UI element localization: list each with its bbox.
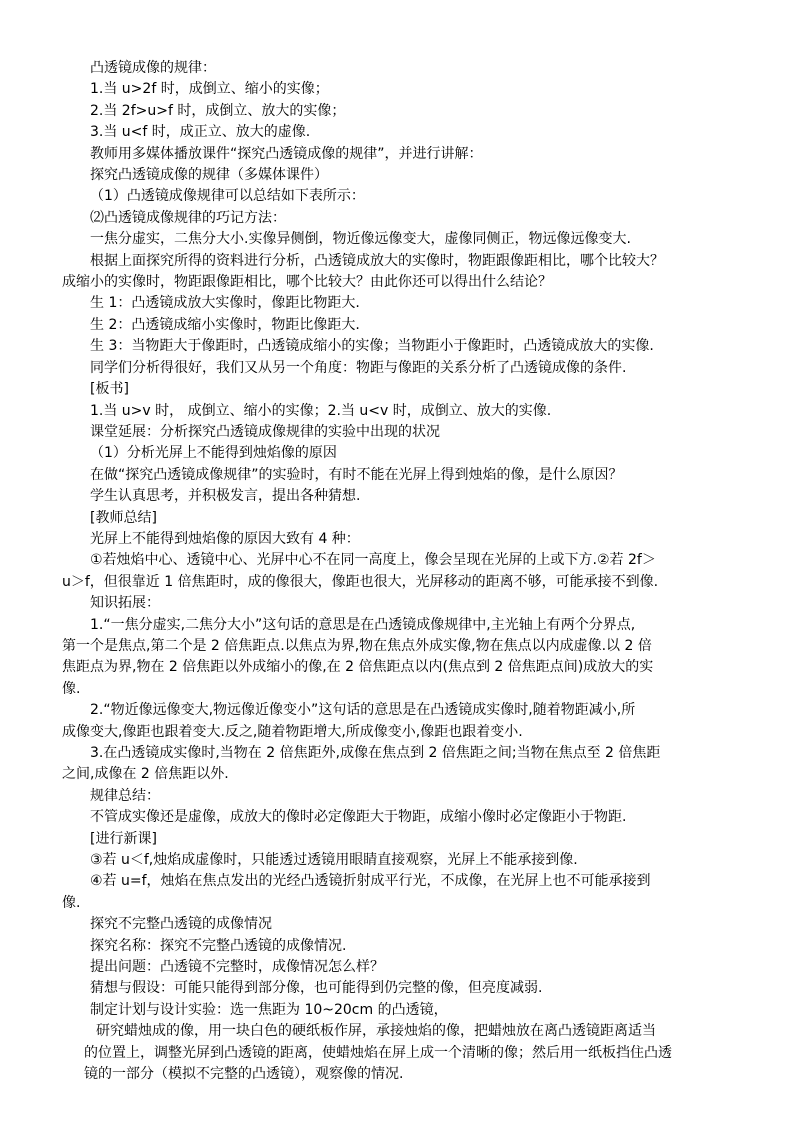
text-line: 1.当 u>v 时， 成倒立、缩小的实像；2.当 u<v 时，成倒立、放大的实像. — [90, 402, 552, 419]
text-line: 不管成实像还是虚像，成放大的像时必定像距大于物距，成缩小像时必定像距小于物距. — [90, 809, 627, 826]
text-line: ①若烛焰中心、透镜中心、光屏中心不在同一高度上，像会呈现在光屏的上或下方.②若 2f＞ — [90, 552, 656, 569]
text-line: [进行新课] — [90, 830, 157, 847]
text-line: 研究蜡烛成的像，用一块白色的硬纸板作屏，承接烛焰的像，把蜡烛放在离凸透镜距离适当 — [96, 1023, 656, 1040]
text-line: 成像变大,像距也跟着变大.反之,随着物距增大,所成像变小,像距也跟着变小. — [62, 723, 523, 740]
text-line: 课堂延展：分析探究凸透镜成像规律的实验中出现的状况 — [90, 423, 440, 440]
text-line: （1）分析光屏上不能得到烛焰像的原因 — [90, 445, 337, 462]
text-line: 镜的一部分（模拟不完整的凸透镜），观察像的情况. — [84, 1066, 404, 1083]
text-line: ③若 u＜f,烛焰成虚像时，只能透过透镜用眼睛直接观察，光屏上不能承接到像. — [90, 852, 578, 869]
text-line: 第一个是焦点,第二个是 2 倍焦距点.以焦点为界,物在焦点外成实像,物在焦点以内成虚像.以 2 倍 — [62, 637, 652, 654]
text-line: 探究名称：探究不完整凸透镜的成像情况. — [90, 937, 347, 954]
text-line: [教师总结] — [90, 509, 157, 526]
text-line: 猜想与假设：可能只能得到部分像，也可能得到仍完整的像，但亮度减弱. — [90, 980, 543, 997]
text-line: 3.当 u<f 时，成正立、放大的虚像. — [90, 124, 311, 141]
text-line: 像. — [62, 894, 81, 911]
text-line: u＞f，但很靠近 1 倍焦距时，成的像很大，像距也很大，光屏移动的距离不够，可能承接不到像. — [62, 573, 659, 590]
text-line: 探究不完整凸透镜的成像情况 — [90, 916, 272, 933]
text-line: 一焦分虚实，二焦分大小.实像异侧倒，物近像远像变大，虚像同侧正，物远像远像变大. — [90, 231, 631, 248]
text-line: 知识拓展： — [90, 595, 160, 612]
text-line: 3.在凸透镜成实像时,当物在 2 倍焦距外,成像在焦点到 2 倍焦距之间;当物在焦点至 2 倍焦距 — [90, 745, 661, 761]
text-line: 2.“物近像远像变大,物远像近像变小”这句话的意思是在凸透镜成实像时,随着物距减小,所 — [90, 702, 636, 719]
text-line: 学生认真思考，并积极发言，提出各种猜想. — [90, 488, 361, 505]
text-line: （1）凸透镜成像规律可以总结如下表所示： — [90, 188, 365, 205]
text-line: 根据上面探究所得的资料进行分析，凸透镜成放大的实像时，物距跟像距相比，哪个比较大？ — [90, 252, 664, 269]
text-line: 光屏上不能得到烛焰像的原因大致有 4 种： — [90, 530, 360, 547]
text-line: 制定计划与设计实验：选一焦距为 10~20cm 的凸透镜， — [90, 1001, 448, 1018]
document-page — [62, 58, 742, 1086]
text-line: 提出问题：凸透镜不完整时，成像情况怎么样？ — [90, 959, 384, 976]
text-line: ④若 u=f，烛焰在焦点发出的光经凸透镜折射成平行光，不成像，在光屏上也不可能承接到 — [90, 873, 651, 890]
text-line: ⑵凸透镜成像规律的巧记方法： — [90, 209, 286, 226]
text-line: 教师用多媒体播放课件“探究凸透镜成像的规律”，并进行讲解： — [90, 145, 483, 162]
text-line: 2.当 2f>u>f 时，成倒立、放大的实像； — [90, 102, 346, 119]
text-line: 焦距点为界,物在 2 倍焦距以外成缩小的像,在 2 倍焦距点以内(焦点到 2 倍焦距点间)成放大的实 — [62, 659, 654, 676]
text-line: 1.“一焦分虚实,二焦分大小”这句话的意思是在凸透镜成像规律中,主光轴上有两个分界点, — [90, 616, 636, 633]
text-line: 规律总结： — [90, 787, 160, 804]
text-line: 像. — [62, 680, 81, 697]
text-line: 探究凸透镜成像的规律（多媒体课件） — [90, 167, 328, 184]
text-line: 生 1：凸透镜成放大实像时，像距比物距大. — [90, 295, 360, 312]
text-line: 生 3：当物距大于像距时，凸透镜成缩小的实像；当物距小于像距时，凸透镜成放大的实像. — [90, 338, 654, 355]
text-line: 生 2：凸透镜成缩小实像时，物距比像距大. — [90, 316, 360, 333]
text-line: 成缩小的实像时，物距跟像距相比，哪个比较大？由此你还可以得出什么结论？ — [62, 274, 552, 291]
text-line: 在做“探究凸透镜成像规律”的实验时，有时不能在光屏上得到烛焰的像，是什么原因？ — [90, 466, 623, 483]
text-line: 之间,成像在 2 倍焦距以外. — [62, 766, 229, 783]
text-line: [板书] — [90, 381, 129, 398]
text-line: 的位置上，调整光屏到凸透镜的距离，使蜡烛焰在屏上成一个清晰的像；然后用一纸板挡住凸透 — [84, 1044, 672, 1061]
text-line: 同学们分析得很好，我们又从另一个角度：物距与像距的关系分析了凸透镜成像的条件. — [90, 359, 627, 376]
text-line: 凸透镜成像的规律： — [90, 60, 216, 76]
text-line: 1.当 u>2f 时，成倒立、缩小的实像； — [90, 81, 329, 98]
